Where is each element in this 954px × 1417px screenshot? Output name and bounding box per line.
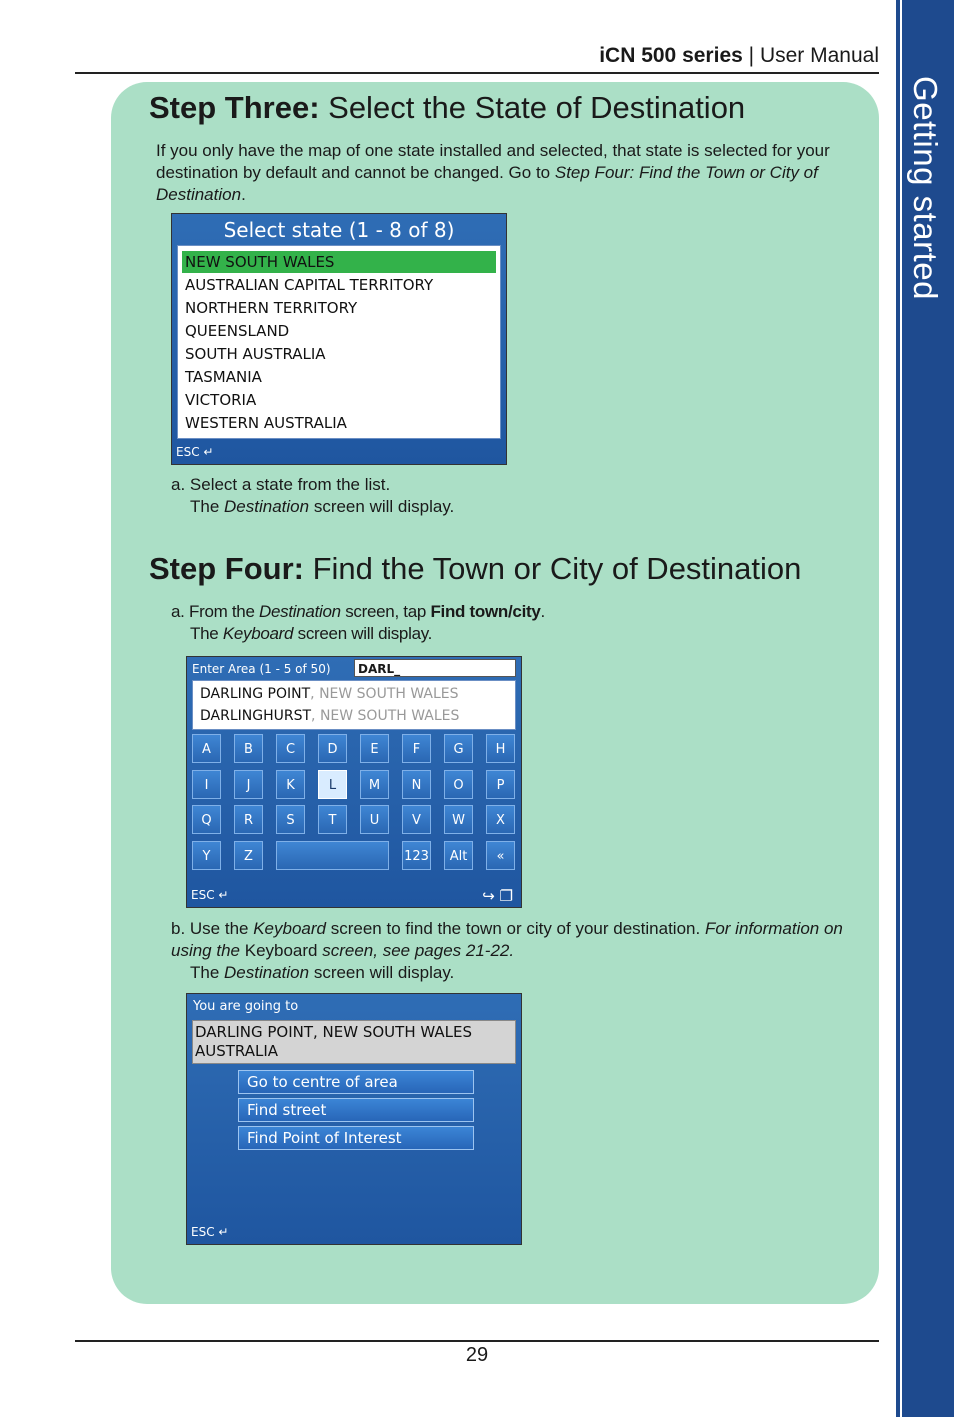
note-text: . bbox=[540, 602, 545, 621]
step-four-title: Find the Town or City of Destination bbox=[304, 551, 802, 586]
destination-title: You are going to bbox=[193, 999, 299, 1014]
intro-end: . bbox=[241, 185, 246, 204]
note-b-line2 bbox=[171, 962, 871, 984]
note-a-line2 bbox=[171, 623, 851, 645]
note-text: screen will display. bbox=[293, 624, 433, 643]
note-text: The bbox=[190, 963, 225, 982]
key-n[interactable]: N bbox=[402, 770, 431, 799]
key-x[interactable]: X bbox=[486, 805, 515, 834]
step-three-heading bbox=[149, 90, 745, 126]
note-text: a. From the bbox=[171, 602, 260, 621]
intro-reference: Step Four: Find the Town or City of Destination bbox=[156, 163, 818, 204]
esc-label: ESC bbox=[191, 1225, 215, 1239]
back-arrow-icon: ↵ bbox=[218, 888, 229, 902]
product-name: iCN 500 series bbox=[599, 44, 743, 67]
key-i[interactable]: I bbox=[192, 770, 221, 799]
note-a-line1 bbox=[171, 601, 851, 623]
key-123[interactable]: 123 bbox=[402, 841, 431, 870]
note-strong: Find town/city bbox=[430, 602, 541, 621]
note-text: screen will display. bbox=[309, 497, 455, 516]
page-number: 29 bbox=[465, 1344, 489, 1366]
note-b-line1 bbox=[171, 918, 871, 962]
key-y[interactable]: Y bbox=[192, 841, 221, 870]
state-list bbox=[177, 245, 501, 439]
note-em: Destination bbox=[224, 963, 310, 982]
results-list bbox=[192, 680, 516, 730]
back-arrow-icon: ↵ bbox=[218, 1225, 229, 1239]
step-three-label: Step Three: bbox=[149, 90, 320, 125]
result-name: DARLING POINT bbox=[200, 686, 311, 702]
state-item[interactable]: TASMANIA bbox=[185, 368, 262, 386]
note-a-line1: a. Select a state from the list. bbox=[171, 475, 391, 494]
step-three-title: Select the State of Destination bbox=[319, 90, 746, 125]
address-line1: DARLING POINT, NEW SOUTH WALES bbox=[195, 1023, 473, 1041]
state-item[interactable]: WESTERN AUSTRALIA bbox=[185, 414, 347, 432]
keyboard-screen bbox=[186, 656, 522, 908]
key-f[interactable]: F bbox=[402, 734, 431, 763]
key-e[interactable]: E bbox=[360, 734, 389, 763]
note-em: Keyboard bbox=[253, 919, 326, 938]
back-arrow-icon: ↵ bbox=[203, 445, 214, 459]
note-text: screen will display. bbox=[309, 963, 455, 982]
key-m[interactable]: M bbox=[360, 770, 389, 799]
chapter-tab-label: Getting started bbox=[907, 76, 944, 300]
key-h[interactable]: H bbox=[486, 734, 515, 763]
key-z[interactable]: Z bbox=[234, 841, 263, 870]
find-poi-button[interactable]: Find Point of Interest bbox=[238, 1126, 474, 1150]
result-item[interactable]: DARLING POINT, NEW SOUTH WALES bbox=[200, 686, 459, 702]
note-text: The bbox=[190, 497, 225, 516]
select-state-title: Select state (1 - 8 of 8) bbox=[223, 218, 455, 242]
note-em: Keyboard bbox=[222, 624, 294, 643]
space-key[interactable] bbox=[276, 841, 389, 870]
running-header bbox=[75, 42, 879, 72]
key-s[interactable]: S bbox=[276, 805, 305, 834]
note-text: The bbox=[190, 624, 223, 643]
key-u[interactable]: U bbox=[360, 805, 389, 834]
key-c[interactable]: C bbox=[276, 734, 305, 763]
note-em: For information on using the bbox=[171, 919, 843, 960]
key-p[interactable]: P bbox=[486, 770, 515, 799]
note-text: screen, tap bbox=[340, 602, 431, 621]
address-line2: AUSTRALIA bbox=[195, 1042, 279, 1060]
key-b[interactable]: B bbox=[234, 734, 263, 763]
state-item[interactable]: VICTORIA bbox=[185, 391, 257, 409]
find-street-button[interactable]: Find street bbox=[238, 1098, 474, 1122]
note-text: screen to find the town or city of your destination. bbox=[326, 919, 705, 938]
key-o[interactable]: O bbox=[444, 770, 473, 799]
key-w[interactable]: W bbox=[444, 805, 473, 834]
doc-name: User Manual bbox=[759, 44, 879, 67]
result-state: NEW SOUTH WALES bbox=[319, 686, 459, 702]
footer-rule bbox=[75, 1340, 879, 1342]
note-em: screen, see pages 21-22. bbox=[317, 941, 515, 960]
result-item[interactable]: DARLINGHURST, NEW SOUTH WALES bbox=[200, 708, 460, 724]
key-d[interactable]: D bbox=[318, 734, 347, 763]
key-k[interactable]: K bbox=[276, 770, 305, 799]
note-text: b. Use the bbox=[171, 919, 254, 938]
destination-address bbox=[192, 1020, 516, 1064]
esc-button[interactable] bbox=[187, 1220, 228, 1244]
note-em: Destination bbox=[259, 602, 341, 621]
key-q[interactable]: Q bbox=[192, 805, 221, 834]
state-item[interactable]: NEW SOUTH WALES bbox=[182, 251, 496, 273]
esc-button[interactable] bbox=[172, 440, 213, 464]
next-page-icon[interactable]: ↪ ❐ bbox=[482, 887, 513, 905]
go-to-centre-button[interactable]: Go to centre of area bbox=[238, 1070, 474, 1094]
key-r[interactable]: R bbox=[234, 805, 263, 834]
key-l[interactable]: L bbox=[318, 770, 347, 799]
intro-text: If you only have the map of one state installed and selected, that state is selected for your destination by default and cannot be changed. Go to bbox=[156, 141, 830, 182]
step-three-note-a bbox=[171, 474, 851, 518]
esc-label: ESC bbox=[191, 888, 215, 902]
note-a-line2 bbox=[171, 496, 851, 518]
note-text: Keyboard bbox=[244, 941, 318, 960]
destination-screen bbox=[186, 993, 522, 1245]
step-three-intro bbox=[156, 140, 846, 206]
step-four-label: Step Four: bbox=[149, 551, 304, 586]
note-em: Destination bbox=[224, 497, 310, 516]
result-name: DARLINGHURST bbox=[200, 708, 312, 724]
step-four-heading bbox=[149, 551, 801, 587]
key-alt[interactable]: Alt bbox=[444, 841, 473, 870]
keyboard-title: Enter Area (1 - 5 of 50) bbox=[192, 662, 331, 676]
state-item[interactable]: NORTHERN TERRITORY bbox=[185, 299, 358, 317]
esc-label: ESC bbox=[176, 445, 200, 459]
search-input[interactable]: DARL_ bbox=[354, 659, 516, 677]
key-g[interactable]: G bbox=[444, 734, 473, 763]
header-separator: | bbox=[742, 44, 760, 67]
key-a[interactable]: A bbox=[192, 734, 221, 763]
state-item[interactable]: SOUTH AUSTRALIA bbox=[185, 345, 326, 363]
key-v[interactable]: V bbox=[402, 805, 431, 834]
select-state-screen bbox=[171, 213, 507, 465]
state-item[interactable]: AUSTRALIAN CAPITAL TERRITORY bbox=[185, 276, 434, 294]
chapter-tab bbox=[896, 0, 954, 1417]
result-state: NEW SOUTH WALES bbox=[319, 708, 460, 724]
step-four-note-a bbox=[171, 601, 851, 645]
key-backspace[interactable]: « bbox=[486, 841, 515, 870]
step-four-note-b bbox=[171, 918, 871, 984]
key-t[interactable]: T bbox=[318, 805, 347, 834]
esc-button[interactable] bbox=[187, 883, 228, 907]
state-item[interactable]: QUEENSLAND bbox=[185, 322, 290, 340]
key-j[interactable]: J bbox=[234, 770, 263, 799]
header-rule bbox=[75, 72, 879, 74]
